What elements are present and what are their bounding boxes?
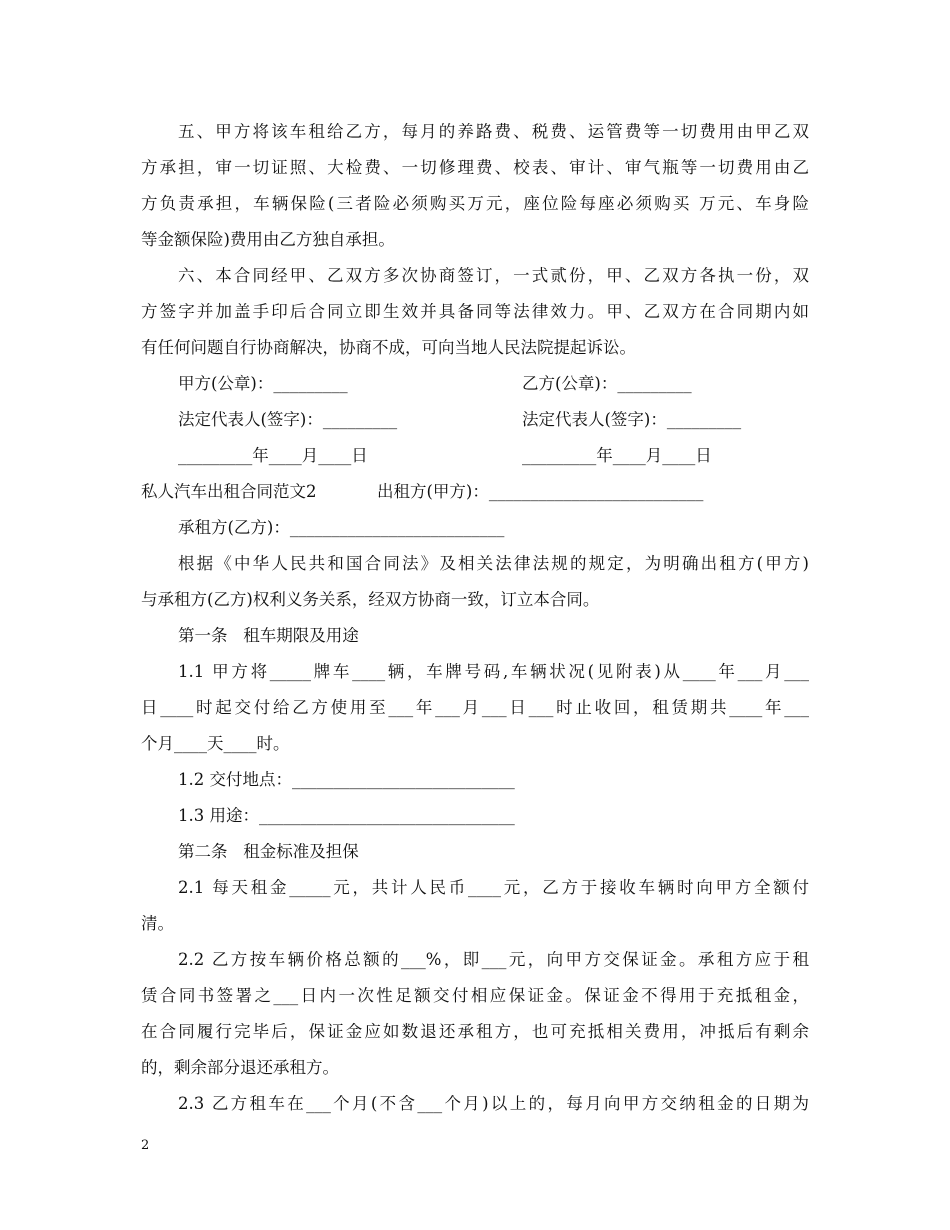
paragraph-line: 的，剩余部分退还承租方。 xyxy=(141,1058,339,1077)
paragraph-line: 个月____天____时。 xyxy=(141,734,290,753)
article-heading: 第二条 租金标准及担保 xyxy=(178,842,359,861)
paragraph-line: 2.2 乙方按车辆价格总额的___%，即___元，向甲方交保证金。承租方应于租 xyxy=(178,950,809,969)
delivery-location-line: 1.2 交付地点：___________________________ xyxy=(178,770,515,789)
paragraph-line: 日____时起交付给乙方使用至___年___月___日___时止收回，租赁期共____年___ xyxy=(141,698,809,717)
party-a-representative-line: 法定代表人(签字)：_________ xyxy=(178,410,398,429)
paragraph-line: 赁合同书签署之___日内一次性足额交付相应保证金。保证金不得用于充抵租金， xyxy=(141,986,809,1005)
page-number: 2 xyxy=(141,1138,150,1153)
party-b-seal-line: 乙方(公章)：_________ xyxy=(522,374,692,393)
document-title-line: 私人汽车出租合同范文2 xyxy=(141,482,317,501)
party-a-seal-line: 甲方(公章)：_________ xyxy=(178,374,348,393)
paragraph-line: 清。 xyxy=(141,914,174,933)
paragraph-line: 六、本合同经甲、乙双方多次协商签订，一式贰份，甲、乙双方各执一份，双 xyxy=(178,266,809,285)
paragraph-line: 方签字并加盖手印后合同立即生效并具备同等法律效力。甲、乙双方在合同期内如 xyxy=(141,302,809,321)
article-heading: 第一条 租车期限及用途 xyxy=(178,626,359,645)
paragraph-line: 等金额保险)费用由乙方独自承担。 xyxy=(141,230,395,249)
paragraph-line: 2.3 乙方租车在___个月(不含___个月)以上的，每月向甲方交纳租金的日期为 xyxy=(178,1094,809,1113)
paragraph-line: 有任何问题自行协商解决，协商不成，可向当地人民法院提起诉讼。 xyxy=(141,338,636,357)
paragraph-line: 方负责承担，车辆保险(三者险必须购买万元，座位险每座必须购买 万元、车身险 xyxy=(141,194,809,213)
paragraph-line: 与承租方(乙方)权利义务关系，经双方协商一致，订立本合同。 xyxy=(141,590,600,609)
party-b-date-line: _________年____月____日 xyxy=(522,446,712,465)
party-a-date-line: _________年____月____日 xyxy=(178,446,368,465)
paragraph-line: 2.1 每天租金_____元，共计人民币____元，乙方于接收车辆时向甲方全额付 xyxy=(178,878,809,897)
paragraph-line: 方承担，审一切证照、大检费、一切修理费、校表、审计、审气瓶等一切费用由乙 xyxy=(141,158,809,177)
paragraph-line: 1.1 甲方将_____牌车____辆，车牌号码,车辆状况(见附表)从____年___月___ xyxy=(178,662,809,681)
lessor-line: 出租方(甲方)：__________________________ xyxy=(377,482,704,501)
paragraph-line: 五、甲方将该车租给乙方，每月的养路费、税费、运管费等一切费用由甲乙双 xyxy=(178,122,809,141)
usage-line: 1.3 用途：_______________________________ xyxy=(178,806,515,825)
party-b-representative-line: 法定代表人(签字)：_________ xyxy=(522,410,742,429)
paragraph-line: 在合同履行完毕后，保证金应如数退还承租方，也可充抵相关费用，冲抵后有剩余 xyxy=(141,1022,809,1041)
lessee-line: 承租方(乙方)：__________________________ xyxy=(178,518,505,537)
paragraph-line: 根据《中华人民共和国合同法》及相关法律法规的规定，为明确出租方(甲方) xyxy=(178,554,809,573)
